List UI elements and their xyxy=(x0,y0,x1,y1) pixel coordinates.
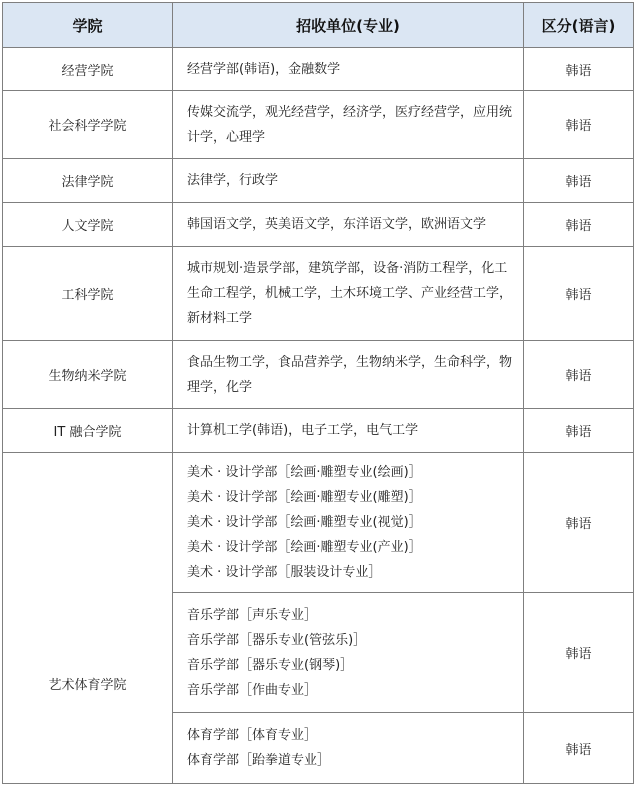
unit-line: 体育学部［跆拳道专业］ xyxy=(187,753,331,768)
units-cell xyxy=(173,159,524,203)
college-cell: 工科学院 xyxy=(3,247,173,341)
unit-line: 体育学部［体育专业］ xyxy=(187,728,318,743)
units-cell xyxy=(173,593,524,713)
units-cell xyxy=(173,48,524,91)
college-cell: 经营学院 xyxy=(3,48,173,91)
unit-line: 音乐学部［器乐专业(钢琴)］ xyxy=(187,657,354,673)
unit-text: 计算机工学(韩语)，电子工学，电气工学 xyxy=(187,423,419,438)
table-row xyxy=(3,247,634,341)
unit-text: 经营学部(韩语)，金融数学 xyxy=(187,61,341,77)
admission-table xyxy=(2,2,634,784)
language-cell: 韩语 xyxy=(524,341,634,409)
college-cell: 人文学院 xyxy=(3,203,173,247)
units-cell xyxy=(173,91,524,159)
table-body xyxy=(3,48,634,784)
college-cell: 社会科学学院 xyxy=(3,91,173,159)
language-cell: 韩语 xyxy=(524,593,634,713)
units-cell xyxy=(173,247,524,341)
table-row xyxy=(3,159,634,203)
table-row xyxy=(3,48,634,91)
table-row xyxy=(3,91,634,159)
table-row xyxy=(3,341,634,409)
units-cell xyxy=(173,453,524,593)
language-cell: 韩语 xyxy=(524,409,634,453)
unit-line: 美术 · 设计学部［服装设计专业］ xyxy=(187,565,382,580)
unit-text: 城市规划·造景学部，建筑学部，设备·消防工程学，化工生命工程学，机械工学，土木环境工学、产业经营工学，新材料工学 xyxy=(187,261,513,326)
unit-line: 音乐学部［作曲专业］ xyxy=(187,682,318,698)
language-cell: 韩语 xyxy=(524,713,634,784)
college-cell: IT 融合学院 xyxy=(3,409,173,453)
units-cell xyxy=(173,409,524,453)
units-cell xyxy=(173,713,524,784)
language-cell: 韩语 xyxy=(524,247,634,341)
table-row xyxy=(3,409,634,453)
college-cell: 法律学院 xyxy=(3,159,173,203)
language-cell: 韩语 xyxy=(524,203,634,247)
unit-text: 食品生物工学，食品营养学，生物纳米学，生命科学，物理学，化学 xyxy=(187,354,513,395)
units-cell xyxy=(173,203,524,247)
unit-text: 韩国语文学，英美语文学，东洋语文学，欧洲语文学 xyxy=(187,217,487,232)
header-language: 区分(语言) xyxy=(524,3,634,48)
table-row xyxy=(3,203,634,247)
unit-text: 法律学，行政学 xyxy=(187,173,279,188)
language-cell: 韩语 xyxy=(524,91,634,159)
header-college: 学院 xyxy=(3,3,173,48)
unit-line: 美术 · 设计学部［绘画·雕塑专业(视觉)］ xyxy=(187,515,422,530)
language-cell: 韩语 xyxy=(524,48,634,91)
unit-line: 音乐学部［声乐专业］ xyxy=(187,607,318,623)
units-cell xyxy=(173,341,524,409)
language-cell: 韩语 xyxy=(524,159,634,203)
header-units: 招收单位(专业) xyxy=(173,3,524,48)
language-cell: 韩语 xyxy=(524,453,634,593)
college-cell: 艺术体育学院 xyxy=(3,453,173,784)
unit-line: 美术 · 设计学部［绘画·雕塑专业(产业)］ xyxy=(187,540,422,555)
unit-line: 美术 · 设计学部［绘画·雕塑专业(雕塑)］ xyxy=(187,490,422,505)
table-row xyxy=(3,453,634,593)
unit-line: 美术 · 设计学部［绘画·雕塑专业(绘画)］ xyxy=(187,465,422,480)
unit-text: 传媒交流学，观光经营学，经济学，医疗经营学，应用统计学，心理学 xyxy=(187,104,513,145)
college-cell: 生物纳米学院 xyxy=(3,341,173,409)
header-row xyxy=(3,3,634,48)
unit-line: 音乐学部［器乐专业(管弦乐)］ xyxy=(187,632,367,648)
